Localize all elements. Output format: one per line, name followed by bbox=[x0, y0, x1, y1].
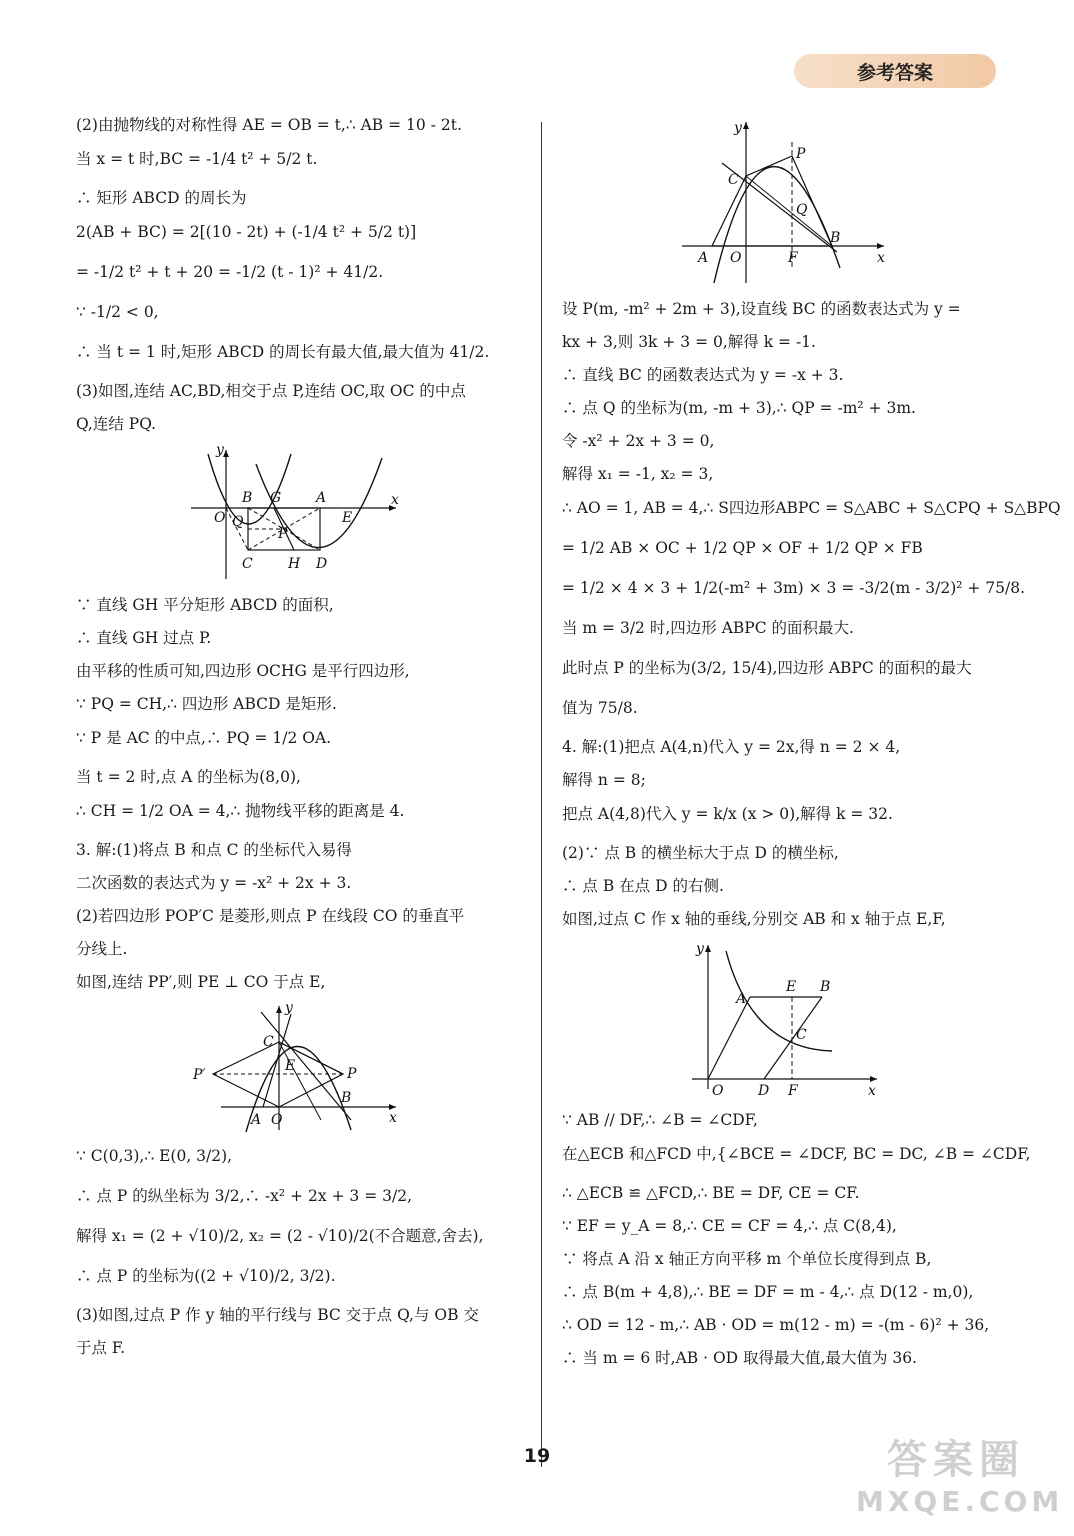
axis-label: y bbox=[216, 444, 224, 458]
point-label: C bbox=[796, 1027, 807, 1043]
text-line: 在△ECB 和△FCD 中,{∠BCE = ∠DCF, BC = DC, ∠B = ∠CDF, bbox=[562, 1145, 1031, 1163]
text-line: (3)如图,过点 P 作 y 轴的平行线与 BC 交于点 Q,与 OB 交 bbox=[76, 1306, 479, 1324]
text-line: ∴ 点 Q 的坐标为(m, -m + 3),∴ QP = -m² + 3m. bbox=[562, 399, 916, 417]
axis-label: x bbox=[389, 1110, 397, 1126]
text-line: ∵ -1/2 < 0, bbox=[76, 303, 159, 321]
point-label: Q bbox=[796, 202, 808, 218]
text-line: = 1/2 AB × OC + 1/2 QP × OF + 1/2 QP × FB bbox=[562, 539, 923, 557]
text-line: ∴ AO = 1, AB = 4,∴ S四边形ABPC = S△ABC + S△CPQ + S△BPQ bbox=[562, 499, 1061, 517]
point-label: P′ bbox=[193, 1067, 206, 1083]
text-line: ∴ 点 P 的坐标为((2 + √10)/2, 3/2). bbox=[76, 1267, 336, 1285]
right-column bbox=[562, 112, 1061, 1378]
text-line: 解得 n = 8; bbox=[562, 771, 646, 789]
point-label: C bbox=[242, 556, 253, 572]
point-label: D bbox=[758, 1083, 770, 1099]
text-line: ∵ C(0,3),∴ E(0, 3/2), bbox=[76, 1147, 233, 1165]
text-line: ∴ CH = 1/2 OA = 4,∴ 抛物线平移的距离是 4. bbox=[76, 802, 405, 820]
text-line: ∵ P 是 AC 的中点,∴ PQ = 1/2 OA. bbox=[76, 729, 332, 747]
text-line: 把点 A(4,8)代入 y = k/x (x > 0),解得 k = 32. bbox=[562, 805, 893, 823]
text-line: 值为 75/8. bbox=[562, 699, 638, 717]
text-line: 令 -x² + 2x + 3 = 0, bbox=[562, 432, 715, 450]
point-label: O bbox=[214, 510, 226, 526]
figure-quadrilateral-abpc bbox=[672, 118, 892, 288]
text-line: ∵ 直线 GH 平分矩形 ABCD 的面积, bbox=[76, 596, 334, 614]
axis-label: x bbox=[391, 492, 399, 508]
text-line: 此时点 P 的坐标为(3/2, 15/4),四边形 ABPC 的面积的最大 bbox=[562, 659, 972, 677]
point-label: B bbox=[341, 1090, 352, 1106]
axis-label: x bbox=[868, 1083, 876, 1099]
text-line: ∴ 直线 BC 的函数表达式为 y = -x + 3. bbox=[562, 366, 844, 384]
text-line: (3)如图,连结 AC,BD,相交于点 P,连结 OC,取 OC 的中点 bbox=[76, 382, 466, 400]
point-label: E bbox=[786, 979, 797, 995]
text-line: ∴ 当 m = 6 时,AB · OD 取得最大值,最大值为 36. bbox=[562, 1349, 918, 1367]
text-line: ∵ EF = y_A = 8,∴ CE = CF = 4,∴ 点 C(8,4), bbox=[562, 1217, 897, 1235]
text-line: 分线上. bbox=[76, 940, 128, 958]
text-line: (2)由抛物线的对称性得 AE = OB = t,∴ AB = 10 - 2t. bbox=[76, 116, 462, 134]
axis-label: y bbox=[285, 1002, 293, 1016]
point-label: C bbox=[728, 172, 739, 188]
text-line: 设 P(m, -m² + 2m + 3),设直线 BC 的函数表达式为 y = bbox=[562, 300, 961, 318]
figure-rhombus bbox=[191, 1002, 401, 1134]
text-line: 如图,过点 C 作 x 轴的垂线,分别交 AB 和 x 轴于点 E,F, bbox=[562, 910, 946, 928]
page-number: 19 bbox=[523, 1445, 551, 1467]
text-line: ∴ 矩形 ABCD 的周长为 bbox=[76, 189, 247, 207]
text-line: ∴ 点 B 在点 D 的右侧. bbox=[562, 877, 724, 895]
point-label: A bbox=[736, 991, 747, 1007]
text-line: = -1/2 t² + t + 20 = -1/2 (t - 1)² + 41/2. bbox=[76, 263, 384, 281]
section-tab: 参考答案 bbox=[794, 54, 996, 88]
text-line: 当 x = t 时,BC = -1/4 t² + 5/2 t. bbox=[76, 150, 318, 168]
point-label: D bbox=[316, 556, 328, 572]
text-line: 解得 x₁ = -1, x₂ = 3, bbox=[562, 465, 714, 483]
point-label: C bbox=[263, 1034, 274, 1050]
text-line: ∴ △ECB ≌ △FCD,∴ BE = DF, CE = CF. bbox=[562, 1184, 860, 1202]
text-line: 当 m = 3/2 时,四边形 ABPC 的面积最大. bbox=[562, 619, 854, 637]
point-label: Q bbox=[232, 514, 244, 530]
text-line: ∵ AB // DF,∴ ∠B = ∠CDF, bbox=[562, 1111, 758, 1129]
column-divider bbox=[541, 122, 542, 1467]
text-line: (2)∵ 点 B 的横坐标大于点 D 的横坐标, bbox=[562, 844, 839, 862]
point-label: A bbox=[316, 490, 327, 506]
text-line: ∴ OD = 12 - m,∴ AB · OD = m(12 - m) = -(m - 6)² + 36, bbox=[562, 1316, 990, 1334]
text-line: 如图,连结 PP′,则 PE ⊥ CO 于点 E, bbox=[76, 973, 326, 991]
figure-hyperbola-parallelogram bbox=[682, 939, 882, 1099]
point-label: P bbox=[347, 1066, 357, 1082]
text-line: ∵ PQ = CH,∴ 四边形 ABCD 是矩形. bbox=[76, 695, 337, 713]
text-line: ∴ 直线 GH 过点 P. bbox=[76, 629, 212, 647]
text-line: 4. 解:(1)把点 A(4,n)代入 y = 2x,得 n = 2 × 4, bbox=[562, 738, 901, 756]
point-label: B bbox=[820, 979, 831, 995]
watermark-bottom: MXQE.COM bbox=[856, 1485, 1064, 1518]
point-label: G bbox=[270, 490, 282, 506]
text-line: (2)若四边形 POP′C 是菱形,则点 P 在线段 CO 的垂直平 bbox=[76, 907, 465, 925]
axis-label: y bbox=[734, 120, 742, 136]
text-line: = 1/2 × 4 × 3 + 1/2(-m² + 3m) × 3 = -3/2(m - 3/2)² + 75/8. bbox=[562, 579, 1026, 597]
text-line: 3. 解:(1)将点 B 和点 C 的坐标代入易得 bbox=[76, 841, 352, 859]
point-label: O bbox=[712, 1083, 724, 1099]
text-line: 二次函数的表达式为 y = -x² + 2x + 3. bbox=[76, 874, 352, 892]
axis-label: x bbox=[877, 250, 885, 266]
watermark-top: 答案圈 bbox=[887, 1437, 1025, 1483]
text-line: 2(AB + BC) = 2[(10 - 2t) + (-1/4 t² + 5/2 t)] bbox=[76, 223, 417, 241]
point-label: P bbox=[796, 146, 806, 162]
point-label: A bbox=[698, 250, 709, 266]
text-line: 当 t = 2 时,点 A 的坐标为(8,0), bbox=[76, 768, 301, 786]
text-line: kx + 3,则 3k + 3 = 0,解得 k = -1. bbox=[562, 333, 816, 351]
axis-label: y bbox=[696, 941, 704, 957]
point-label: P bbox=[278, 526, 288, 542]
point-label: B bbox=[830, 230, 841, 246]
point-label: O bbox=[271, 1112, 283, 1128]
text-line: ∴ 点 P 的纵坐标为 3/2,∴ -x² + 2x + 3 = 3/2, bbox=[76, 1187, 412, 1205]
text-line: ∴ 当 t = 1 时,矩形 ABCD 的周长有最大值,最大值为 41/2. bbox=[76, 343, 490, 361]
point-label: F bbox=[788, 250, 798, 266]
text-line: 于点 F. bbox=[76, 1339, 126, 1357]
text-line: 由平移的性质可知,四边形 OCHG 是平行四边形, bbox=[76, 662, 410, 680]
figure-parabola-rectangle bbox=[186, 444, 406, 584]
text-line: 解得 x₁ = (2 + √10)/2, x₂ = (2 - √10)/2(不合题意,舍去), bbox=[76, 1227, 484, 1245]
point-label: E bbox=[285, 1058, 296, 1074]
left-column bbox=[76, 112, 516, 1368]
point-label: O bbox=[730, 250, 742, 266]
point-label: E bbox=[342, 510, 353, 526]
point-label: A bbox=[251, 1112, 262, 1128]
point-label: F bbox=[788, 1083, 798, 1099]
watermark-logo bbox=[856, 1428, 1064, 1518]
point-label: H bbox=[288, 556, 301, 572]
point-label: B bbox=[242, 490, 253, 506]
text-line: ∵ 将点 A 沿 x 轴正方向平移 m 个单位长度得到点 B, bbox=[562, 1250, 932, 1268]
text-line: Q,连结 PQ. bbox=[76, 415, 157, 433]
text-line: ∴ 点 B(m + 4,8),∴ BE = DF = m - 4,∴ 点 D(12 - m,0), bbox=[562, 1283, 974, 1301]
